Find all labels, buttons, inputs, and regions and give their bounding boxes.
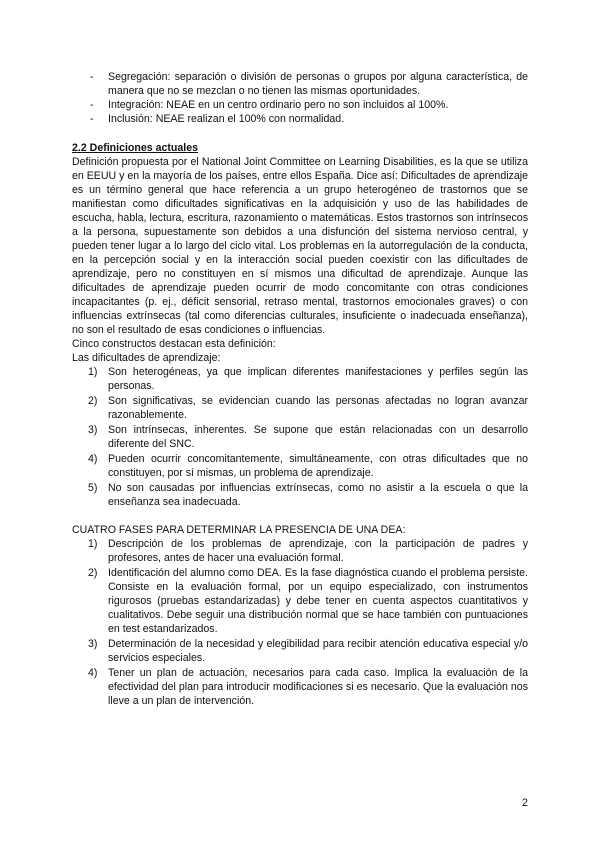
list-marker: 2) [88,567,98,579]
list-marker: - [90,71,94,83]
list-item [72,112,528,126]
list-marker: 3) [88,424,98,436]
list-item [72,452,528,480]
document-page [72,70,528,709]
constructs-intro: Cinco constructos destacan esta definición: [72,338,276,350]
constructs-list [72,365,528,509]
list-item [72,537,528,565]
list-item [72,666,528,708]
section-heading: 2.2 Definiciones actuales [72,142,199,154]
list-item-text: Identificación del alumno como DEA. Es la fase diagnóstica cuando el problema persiste. Consiste en la evaluación formal, por un equipo especializado, con instrumentos rigurosos (pruebas estandarizadas) y debe tener en cuenta aspectos cuantitativos y cualitativos. Debe seguir una distribución normal que se hace también con puntuaciones en test estandarizados. [108,567,528,635]
list-item [72,423,528,451]
list-item [72,566,528,636]
constructs-intro-2: Las dificultades de aprendizaje: [72,352,221,364]
segregation-list [72,70,528,126]
list-marker: 5) [88,482,98,494]
list-item-text: Tener un plan de actuación, necesarios para cada caso. Implica la evaluación de la efectividad del plan para introducir modificaciones si es necesario. Que la evaluación nos lleve a un plan de intervención. [108,667,528,707]
list-item-text: Son intrínsecas, inherentes. Se supone que están relacionadas con un desarrollo diferente del SNC. [108,424,528,450]
list-item-text: No son causadas por influencias extrínsecas, como no asistir a la escuela o que la enseñanza sea inadecuada. [108,482,528,508]
list-marker: 3) [88,638,98,650]
list-item-text: Pueden ocurrir concomitantemente, simultáneamente, con otras dificultades que no constituyen, por sí mismas, un problema de aprendizaje. [108,453,528,479]
list-item-text: Integración: NEAE en un centro ordinario pero no son incluidos al 100%. [108,99,449,111]
list-marker: - [90,113,94,125]
list-marker: 2) [88,395,98,407]
list-item-text: Descripción de los problemas de aprendizaje, con la participación de padres y profesores, antes de hacer una evaluación formal. [108,538,528,564]
list-marker: 4) [88,667,98,679]
list-item-text: Determinación de la necesidad y elegibilidad para recibir atención educativa especial y/o servicios especiales. [108,638,528,664]
list-item [72,637,528,665]
list-item [72,365,528,393]
page-number: 2 [521,797,528,809]
definition-paragraph: Definición propuesta por el National Joint Committee on Learning Disabilities, es la que se utiliza en EEUU y en la mayoría de los países, entre ellos España. Dice así: Dificultades de aprendizaje es un término general que hace referencia a un grupo heterogéneo de trastornos que se manifiestan como dificultades significativas en la adquisición y uso de las habilidades de escucha, habla, lectura, escritura, razonamiento o matemáticas. Estos trastornos son intrínsecos a la persona, supuestamente son debidos a una disfunción del sistema nervioso central, y pueden tener lugar a lo largo del ciclo vital. Los problemas en la autorregulación de la conducta, en la percepción social y en la interacción social pueden coexistir con las dificultades de aprendizaje, pero no constituyen en sí mismos una dificultad de aprendizaje. Aunque las dificultades de aprendizaje pueden ocurrir de modo concomitante con otras condiciones incapacitantes (p. ej., déficit sensorial, retraso mental, trastornos emocionales graves) o con influencias extrínsecas (tal como diferencias culturales, insuficiente o inadecuada enseñanza), no son el resultado de esas condiciones o influencias. [72,156,528,336]
list-item-text: Inclusión: NEAE realizan el 100% con normalidad. [108,113,345,125]
list-marker: - [90,99,94,111]
phases-list [72,537,528,708]
list-item [72,394,528,422]
list-marker: 1) [88,538,98,550]
list-marker: 1) [88,366,98,378]
list-item [72,98,528,112]
list-item [72,70,528,98]
list-item-text: Son significativas, se evidencian cuando las personas afectadas no logran avanzar razonablemente. [108,395,528,421]
list-marker: 4) [88,453,98,465]
list-item-text: Segregación: separación o división de personas o grupos por alguna característica, de manera que no se mezclan o no tienen las mismas oportunidades. [108,71,528,97]
list-item-text: Son heterogéneas, ya que implican diferentes manifestaciones y perfiles según las personas. [108,366,528,392]
list-item [72,481,528,509]
phases-heading: CUATRO FASES PARA DETERMINAR LA PRESENCIA DE UNA DEA: [72,524,406,536]
